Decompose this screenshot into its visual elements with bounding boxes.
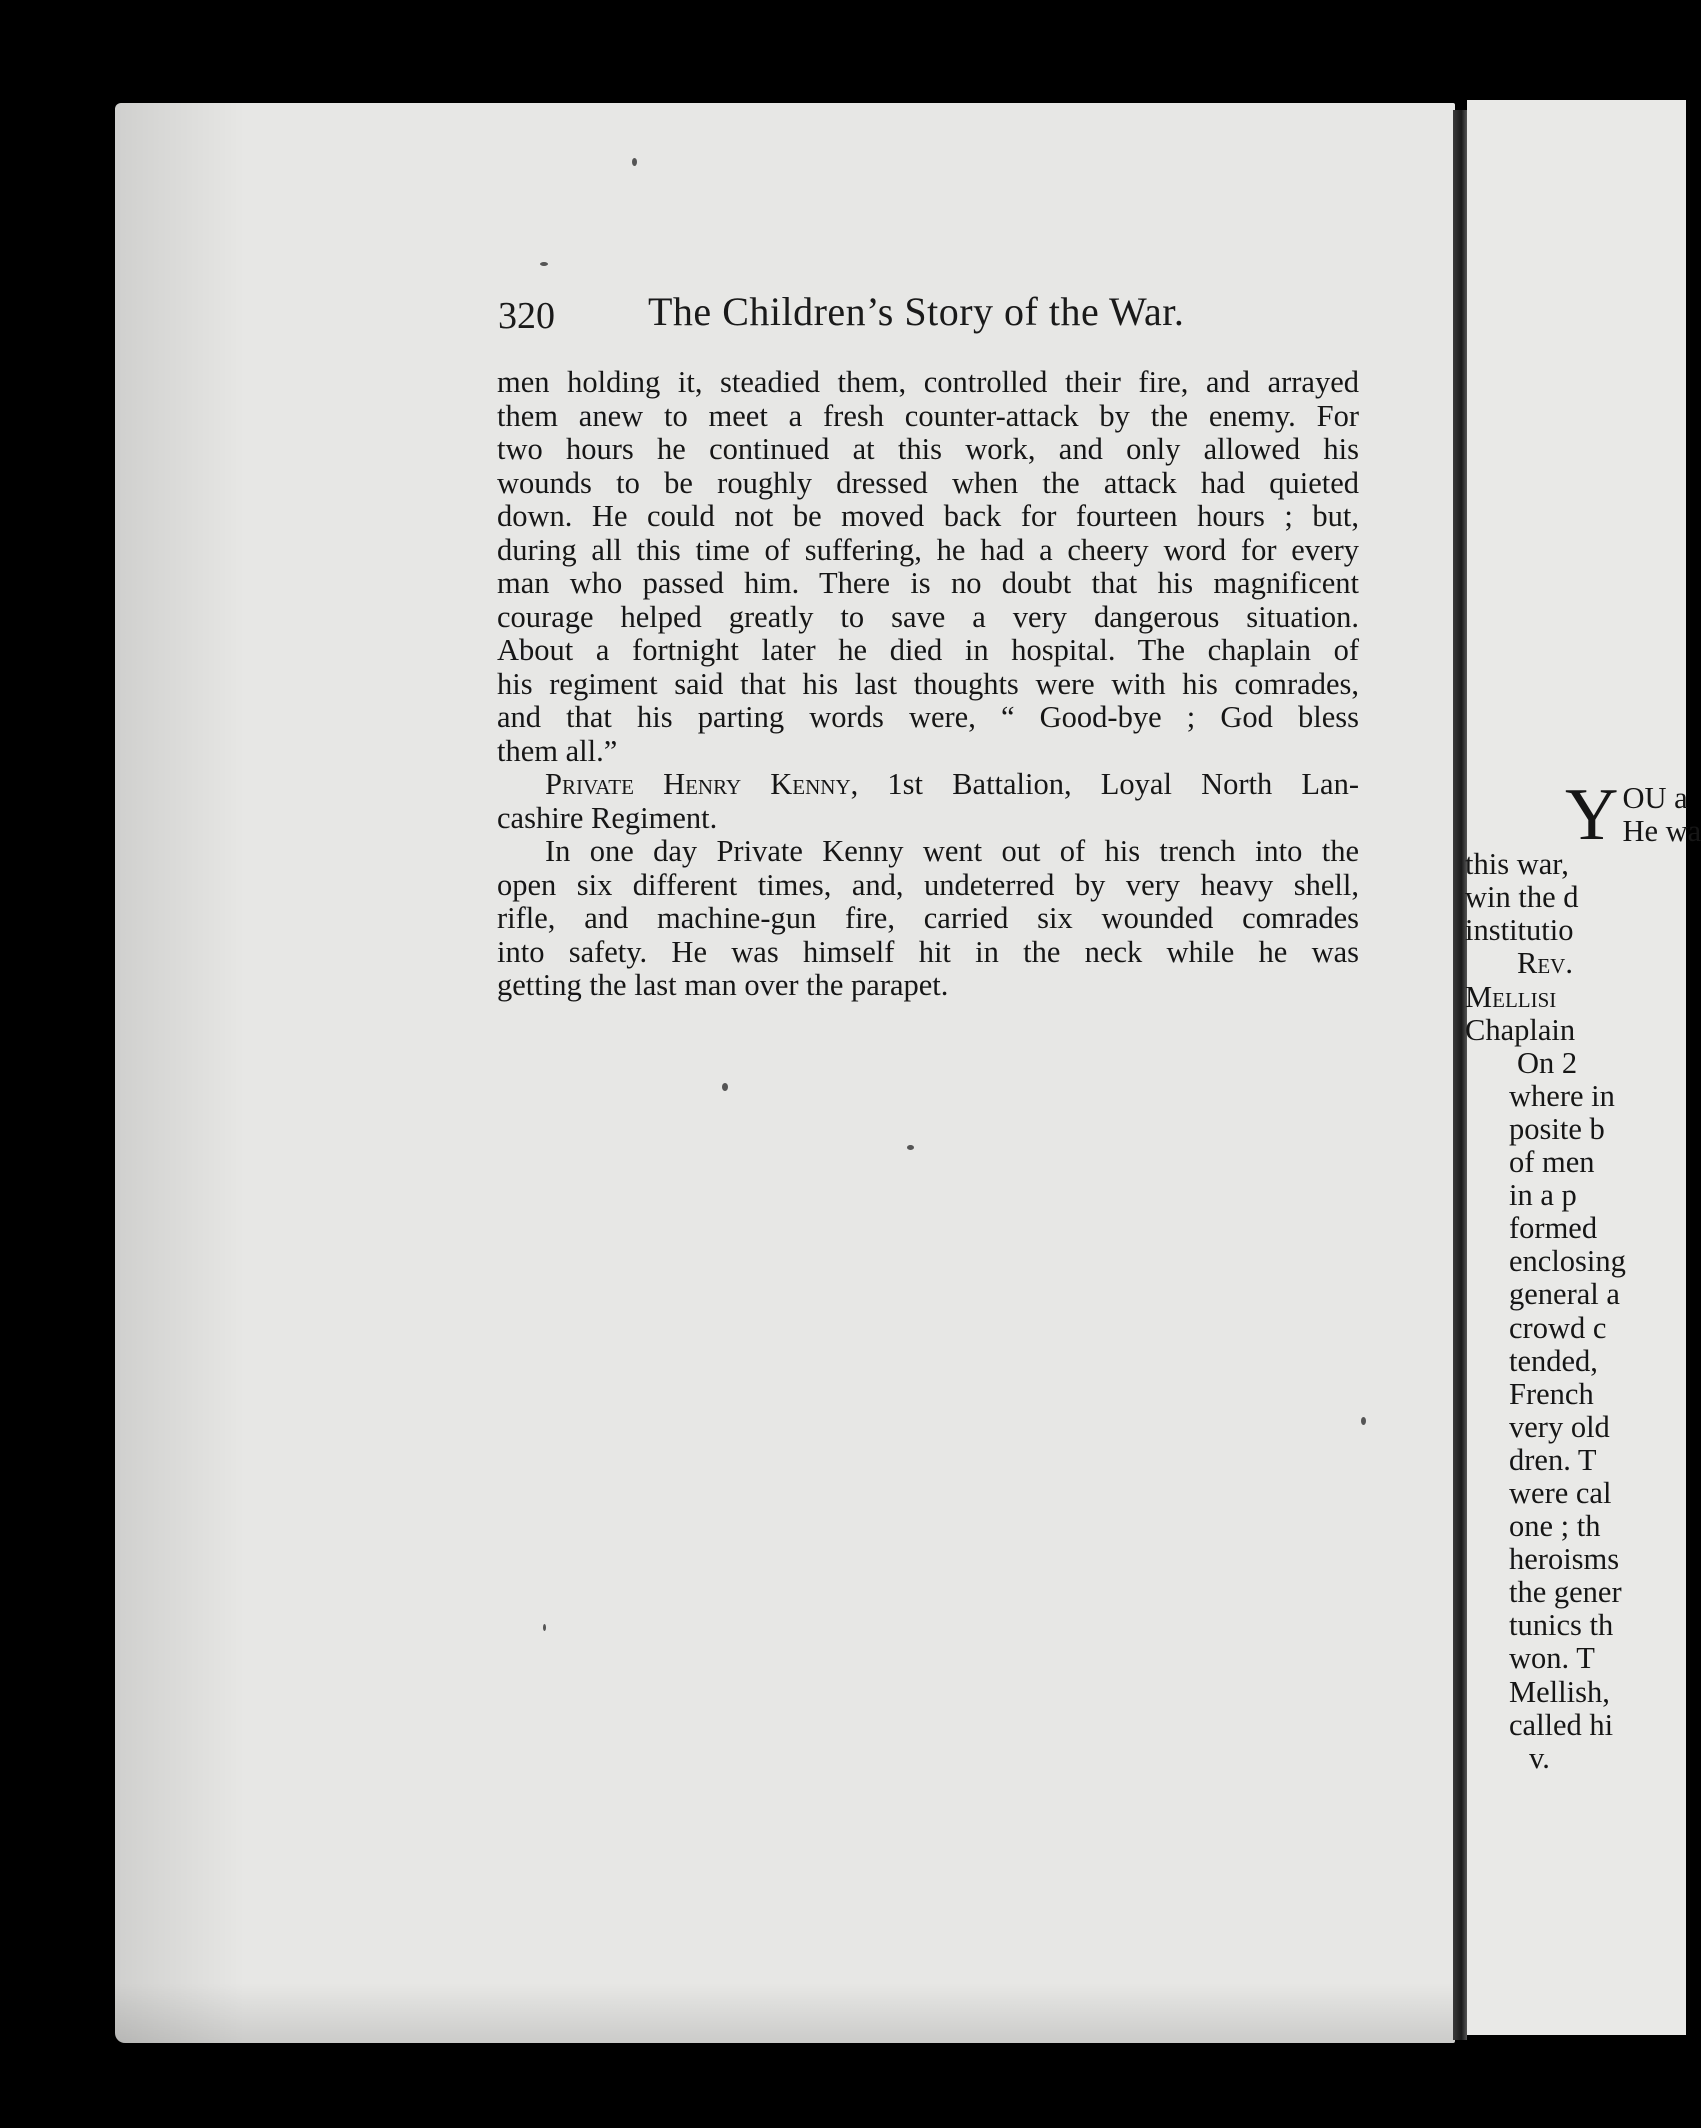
body-text [497,366,1359,1003]
page-header [498,288,1358,348]
right-page-text [1465,774,1701,1775]
paper-speck [632,158,637,166]
text-line: Rev. [1517,946,1573,981]
text-line: formed [1509,1211,1598,1246]
text-line: Mellish, [1509,1674,1610,1709]
kenny-unit: 1st Battalion, Loyal North Lan- [858,767,1359,801]
text-line: On 2 [1517,1045,1578,1080]
text-line: tended, [1509,1343,1598,1378]
text-line: in a p [1509,1178,1577,1213]
text-line: down. He could not be moved back for fourteen hours ; but, [497,499,1359,533]
book-gutter [1453,110,1467,2040]
drop-cap: Y [1565,774,1619,856]
text-line: called hi [1509,1707,1614,1742]
page-number: 320 [498,295,555,337]
text-line: He wa [1622,814,1701,849]
text-line: crowd c [1509,1310,1607,1345]
text-line: into safety. He was himself hit in the neck while he was [497,934,1359,969]
text-line: of men [1509,1145,1595,1180]
paper-speck [543,1624,546,1631]
text-line: posite b [1509,1111,1605,1146]
kenny-heading [497,768,1359,802]
text-line: Mellisi [1465,979,1557,1014]
text-line: heroisms [1509,1542,1620,1577]
text-line: Chaplain [1465,1012,1576,1047]
text-line: win the d [1465,880,1579,915]
text-line: French [1509,1376,1594,1411]
text-line: v. [1529,1740,1550,1775]
paper-speck [1361,1417,1366,1425]
text-line: them anew to meet a fresh counter-attack by the enemy. For [497,398,1359,433]
text-line: courage helped greatly to save a very dangerous situation. [497,599,1359,634]
text-line: general a [1509,1277,1620,1312]
text-line: About a fortnight later he died in hospital. The chaplain of [497,633,1359,667]
running-title: The Children’s Story of the War. [648,289,1185,334]
text-line: OU a [1622,781,1688,815]
paper-speck [907,1145,914,1150]
text-line: getting the last man over the parapet. [497,968,949,1002]
kenny-name: Private Henry Kenny, [545,767,859,801]
kenny-heading-line2: cashire Regiment. [497,800,718,835]
text-line: and that his parting words were, “ Good-bye ; God bless [497,700,1359,734]
text-line: enclosing [1509,1244,1626,1279]
text-line: this war, [1465,847,1569,882]
text-line: them all.” [497,733,618,768]
text-line: the gener [1509,1575,1622,1610]
text-line: institutio [1465,913,1574,948]
page-shadow-left [115,103,245,2043]
paper-speck [722,1083,728,1091]
text-line: tunics th [1509,1608,1614,1643]
text-line: during all this time of suffering, he had a cheery word for every [497,532,1359,567]
text-line: dren. T [1509,1442,1597,1477]
text-line: one ; th [1509,1509,1601,1544]
text-line: men holding it, steadied them, controlled their fire, and arrayed [497,365,1359,399]
text-line: very old [1509,1409,1610,1444]
text-line: were cal [1509,1475,1612,1510]
text-line: In one day Private Kenny went out of his trench into the [545,834,1359,868]
text-line: won. T [1509,1641,1595,1676]
text-line: rifle, and machine-gun fire, carried six wounded comrades [497,901,1359,935]
text-line: open six different times, and, undeterred by very heavy shell, [497,867,1359,902]
page-shadow-bottom [115,1983,1455,2043]
text-line: his regiment said that his last thoughts were with his comrades, [497,666,1359,701]
text-line: wounds to be roughly dressed when the attack had quieted [497,465,1359,500]
text-line: two hours he continued at this work, and only allowed his [497,432,1359,466]
text-line: man who passed him. There is no doubt that his magnificent [497,566,1359,600]
paper-speck [540,262,548,266]
text-line: where in [1509,1078,1615,1113]
